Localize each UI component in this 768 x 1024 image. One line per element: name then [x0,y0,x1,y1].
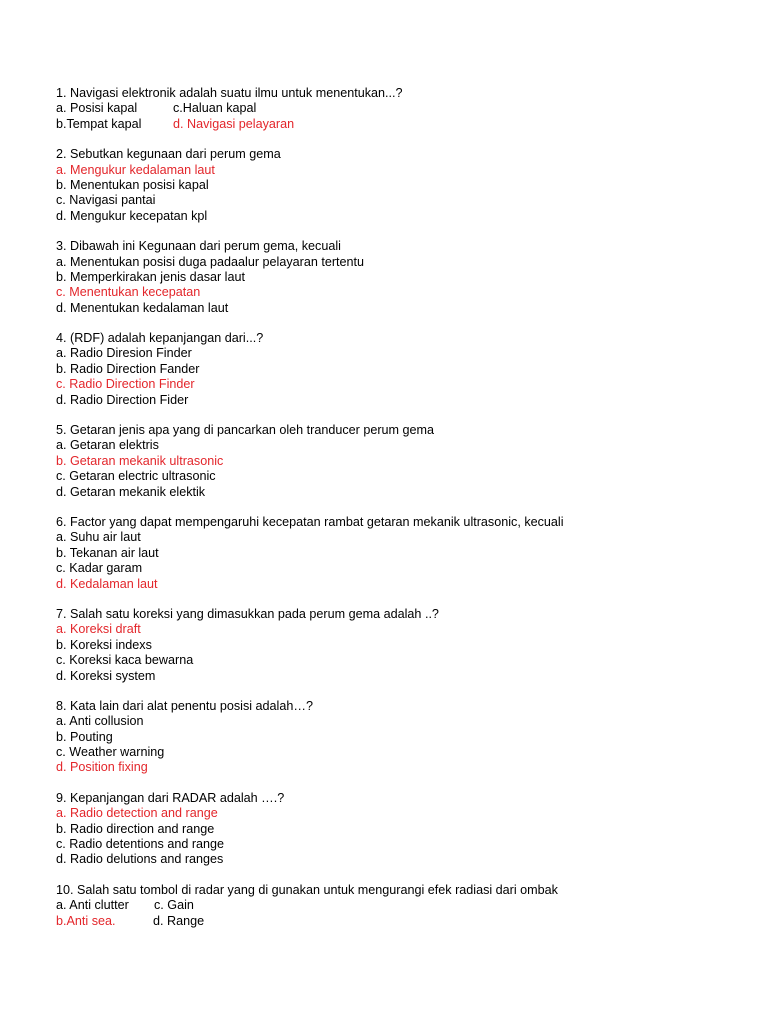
question-2-option-d: d. Mengukur kecepatan kpl [56,208,208,223]
question-9-option-c: c. Radio detentions and range [56,837,225,852]
question-7-text: 7. Salah satu koreksi yang dimasukkan pada perum gema adalah ..? [56,606,439,621]
question-7-option-a-answer: a. Koreksi draft [56,622,141,637]
question-1-option-d-answer: d. Navigasi pelayaran [173,116,295,131]
question-9-option-a-answer: a. Radio detection and range [56,806,218,821]
question-1-text: 1. Navigasi elektronik adalah suatu ilmu untuk menentukan...? [56,86,403,100]
question-3-option-b: b. Memperkirakan jenis dasar laut [56,269,245,284]
question-3-option-c-answer: c. Menentukan kecepatan [56,285,201,300]
question-3 [56,239,746,316]
question-3-text: 3. Dibawah ini Kegunaan dari perum gema, kecuali [56,239,341,254]
question-6-text: 6. Factor yang dapat mempengaruhi kecepatan rambat getaran mekanik ultrasonic, kecuali [56,514,564,529]
question-8-option-c: c. Weather warning [56,745,165,760]
question-10-row-bd [56,914,746,929]
question-4-option-b: b. Radio Direction Fander [56,361,200,376]
question-5 [56,423,746,500]
question-8-option-d-answer: d. Position fixing [56,760,148,775]
question-10-option-d: d. Range [153,913,205,928]
question-9 [56,791,746,868]
question-4 [56,331,746,408]
question-2-option-c: c. Navigasi pantai [56,193,156,208]
question-2-text: 2. Sebutkan kegunaan dari perum gema [56,147,281,162]
question-3-option-a: a. Menentukan posisi duga padaalur pelayaran tertentu [56,254,365,269]
question-5-text: 5. Getaran jenis apa yang di pancarkan oleh tranducer perum gema [56,423,435,438]
question-4-text: 4. (RDF) adalah kepanjangan dari...? [56,331,264,346]
question-10-text: 10. Salah satu tombol di radar yang di gunakan untuk mengurangi efek radiasi dari ombak [56,882,558,897]
question-3-option-d: d. Menentukan kedalaman laut [56,300,229,315]
question-4-option-c-answer: c. Radio Direction Finder [56,377,195,392]
question-1-option-b: b.Tempat kapal [56,116,142,131]
question-7-option-d: d. Koreksi system [56,668,156,683]
question-1 [56,86,746,132]
question-10-option-c: c. Gain [154,898,194,913]
question-5-option-d: d. Getaran mekanik elektik [56,484,206,499]
question-9-option-b: b. Radio direction and range [56,821,215,836]
question-5-option-b-answer: b. Getaran mekanik ultrasonic [56,453,224,468]
question-7-option-b: b. Koreksi indexs [56,637,152,652]
question-1-row-ac [56,101,746,116]
question-1-option-c: c.Haluan kapal [173,101,257,116]
question-6 [56,515,746,592]
question-6-option-a: a. Suhu air laut [56,530,141,545]
question-8 [56,699,746,776]
question-2-option-b: b. Menentukan posisi kapal [56,177,209,192]
question-1-row-bd [56,117,746,132]
question-9-text: 9. Kepanjangan dari RADAR adalah ….? [56,790,285,805]
question-6-option-b: b. Tekanan air laut [56,545,159,560]
question-6-option-d-answer: d. Kedalaman laut [56,576,158,591]
question-7 [56,607,746,684]
question-10-option-a: a. Anti clutter [56,898,129,913]
question-10-option-b-answer: b.Anti sea. [56,913,116,928]
question-10 [56,883,746,929]
question-5-option-a: a. Getaran elektris [56,438,159,453]
question-8-option-a: a. Anti collusion [56,714,144,729]
question-2 [56,147,746,224]
question-8-option-b: b. Pouting [56,729,113,744]
question-8-text: 8. Kata lain dari alat penentu posisi adalah…? [56,698,313,713]
question-6-option-c: c. Kadar garam [56,561,143,576]
question-7-option-c: c. Koreksi kaca bewarna [56,653,194,668]
question-4-option-a: a. Radio Diresion Finder [56,346,192,361]
question-4-option-d: d. Radio Direction Fider [56,392,189,407]
quiz-content [56,86,746,944]
question-9-option-d: d. Radio delutions and ranges [56,852,224,867]
question-2-option-a-answer: a. Mengukur kedalaman laut [56,162,215,177]
question-1-option-a: a. Posisi kapal [56,101,138,116]
question-5-option-c: c. Getaran electric ultrasonic [56,469,216,484]
question-10-row-ac [56,898,746,913]
